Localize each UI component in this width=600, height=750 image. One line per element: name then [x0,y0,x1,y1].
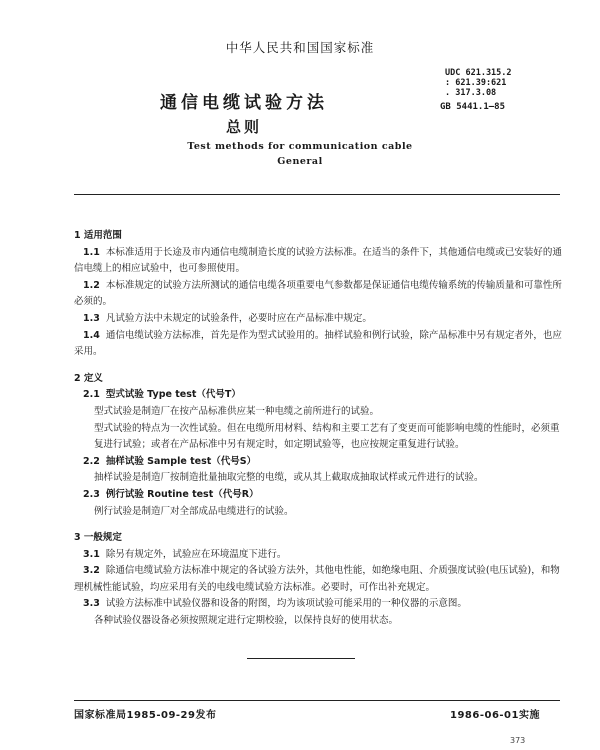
issue-date: 国家标准局1985-09-29发布 [74,710,217,721]
clause-2-2-title: 2.2 抽样试验 Sample test（代号S） [83,455,257,467]
document-title-cn: 通信电缆试验方法 [160,93,328,113]
clause-1-4: 1.4 通信电缆试验方法标准，首先是作为型式试验用的。抽样试验和例行试验，除产品标准中另有规定者外，也应采用。 [74,329,562,358]
clause-3-3-text: 各种试验仪器设备必须按照规定进行定期校验，以保持良好的使用状态。 [94,615,399,627]
footer-divider [74,700,560,701]
clause-1-1: 1.1 本标准适用于长途及市内通信电缆制造长度的试验方法标准。在适当的条件下，其他通信电缆或已安装好的通信电缆上的相应试验中，也可参照使用。 [74,246,562,275]
clause-2-1-title: 2.1 型式试验 Type test（代号T） [83,389,241,401]
header-divider [74,194,560,195]
document-title-en: Test methods for communication cable [187,141,413,152]
national-standard-header: 中华人民共和国国家标准 [225,40,375,55]
gb-standard-number: GB 5441.1—85 [440,102,506,112]
section-heading: 1 适用范围 [74,230,122,241]
udc-line: . 317.3.08 [445,88,497,98]
clause-3-3: 3.3 试验方法标准中试验仪器和设备的附图，均为该项试验可能采用的一种仪器的示意图。 [83,598,467,610]
udc-classification [445,68,512,98]
udc-line: : 621.39:621 [445,78,507,88]
section-heading: 3 一般规定 [74,532,122,544]
document-body [74,224,562,630]
section-heading: 2 定义 [74,372,103,384]
document-subtitle-cn: 总则 [226,118,263,136]
clause-3-2: 3.2 除通信电缆试验方法标准中规定的各试验方法外，其他电性能，如绝缘电阻、介质强度试验(电压试验)，和物理机械性能试验，均应采用有关的电线电缆试验方法标准。必要时，可作出补充规定。 [74,565,560,593]
page-number: 373 [510,736,526,745]
clause-2-3-text: 例行试验是制造厂对全部成品电缆进行的试验。 [94,505,294,517]
clause-2-1-text: 型式试验是制造厂在按产品标准供应某一种电缆之前所进行的试验。 [94,405,380,417]
clause-1-3: 1.3 凡试验方法中未规定的试验条件，必要时应在产品标准中规定。 [83,312,372,324]
clause-3-1: 3.1 除另有规定外，试验应在环境温度下进行。 [83,548,287,560]
end-of-text-rule [247,658,355,659]
effective-date: 1986-06-01实施 [450,710,540,721]
document-subtitle-en: General [277,156,323,167]
clause-1-2: 1.2 本标准规定的试验方法所测试的通信电缆各项重要电气参数都是保证通信电缆传输系统的传输质量和可靠性所必须的。 [74,279,562,308]
clause-2-3-title: 2.3 例行试验 Routine test（代号R） [83,488,259,500]
clause-2-2-text: 抽样试验是制造厂按制造批量抽取完整的电缆，或从其上截取成抽取试样或元件进行的试验。 [94,472,484,484]
clause-2-1-text: 型式试验的特点为一次性试验。但在电缆所用材料、结构和主要工艺有了变更而可能影响电缆的性能时，必须重复进行试验；或者在产品标准中另有规定时，如定期试验等，也应按规定重复进行试验。 [94,422,560,451]
udc-line: UDC 621.315.2 [445,68,512,78]
